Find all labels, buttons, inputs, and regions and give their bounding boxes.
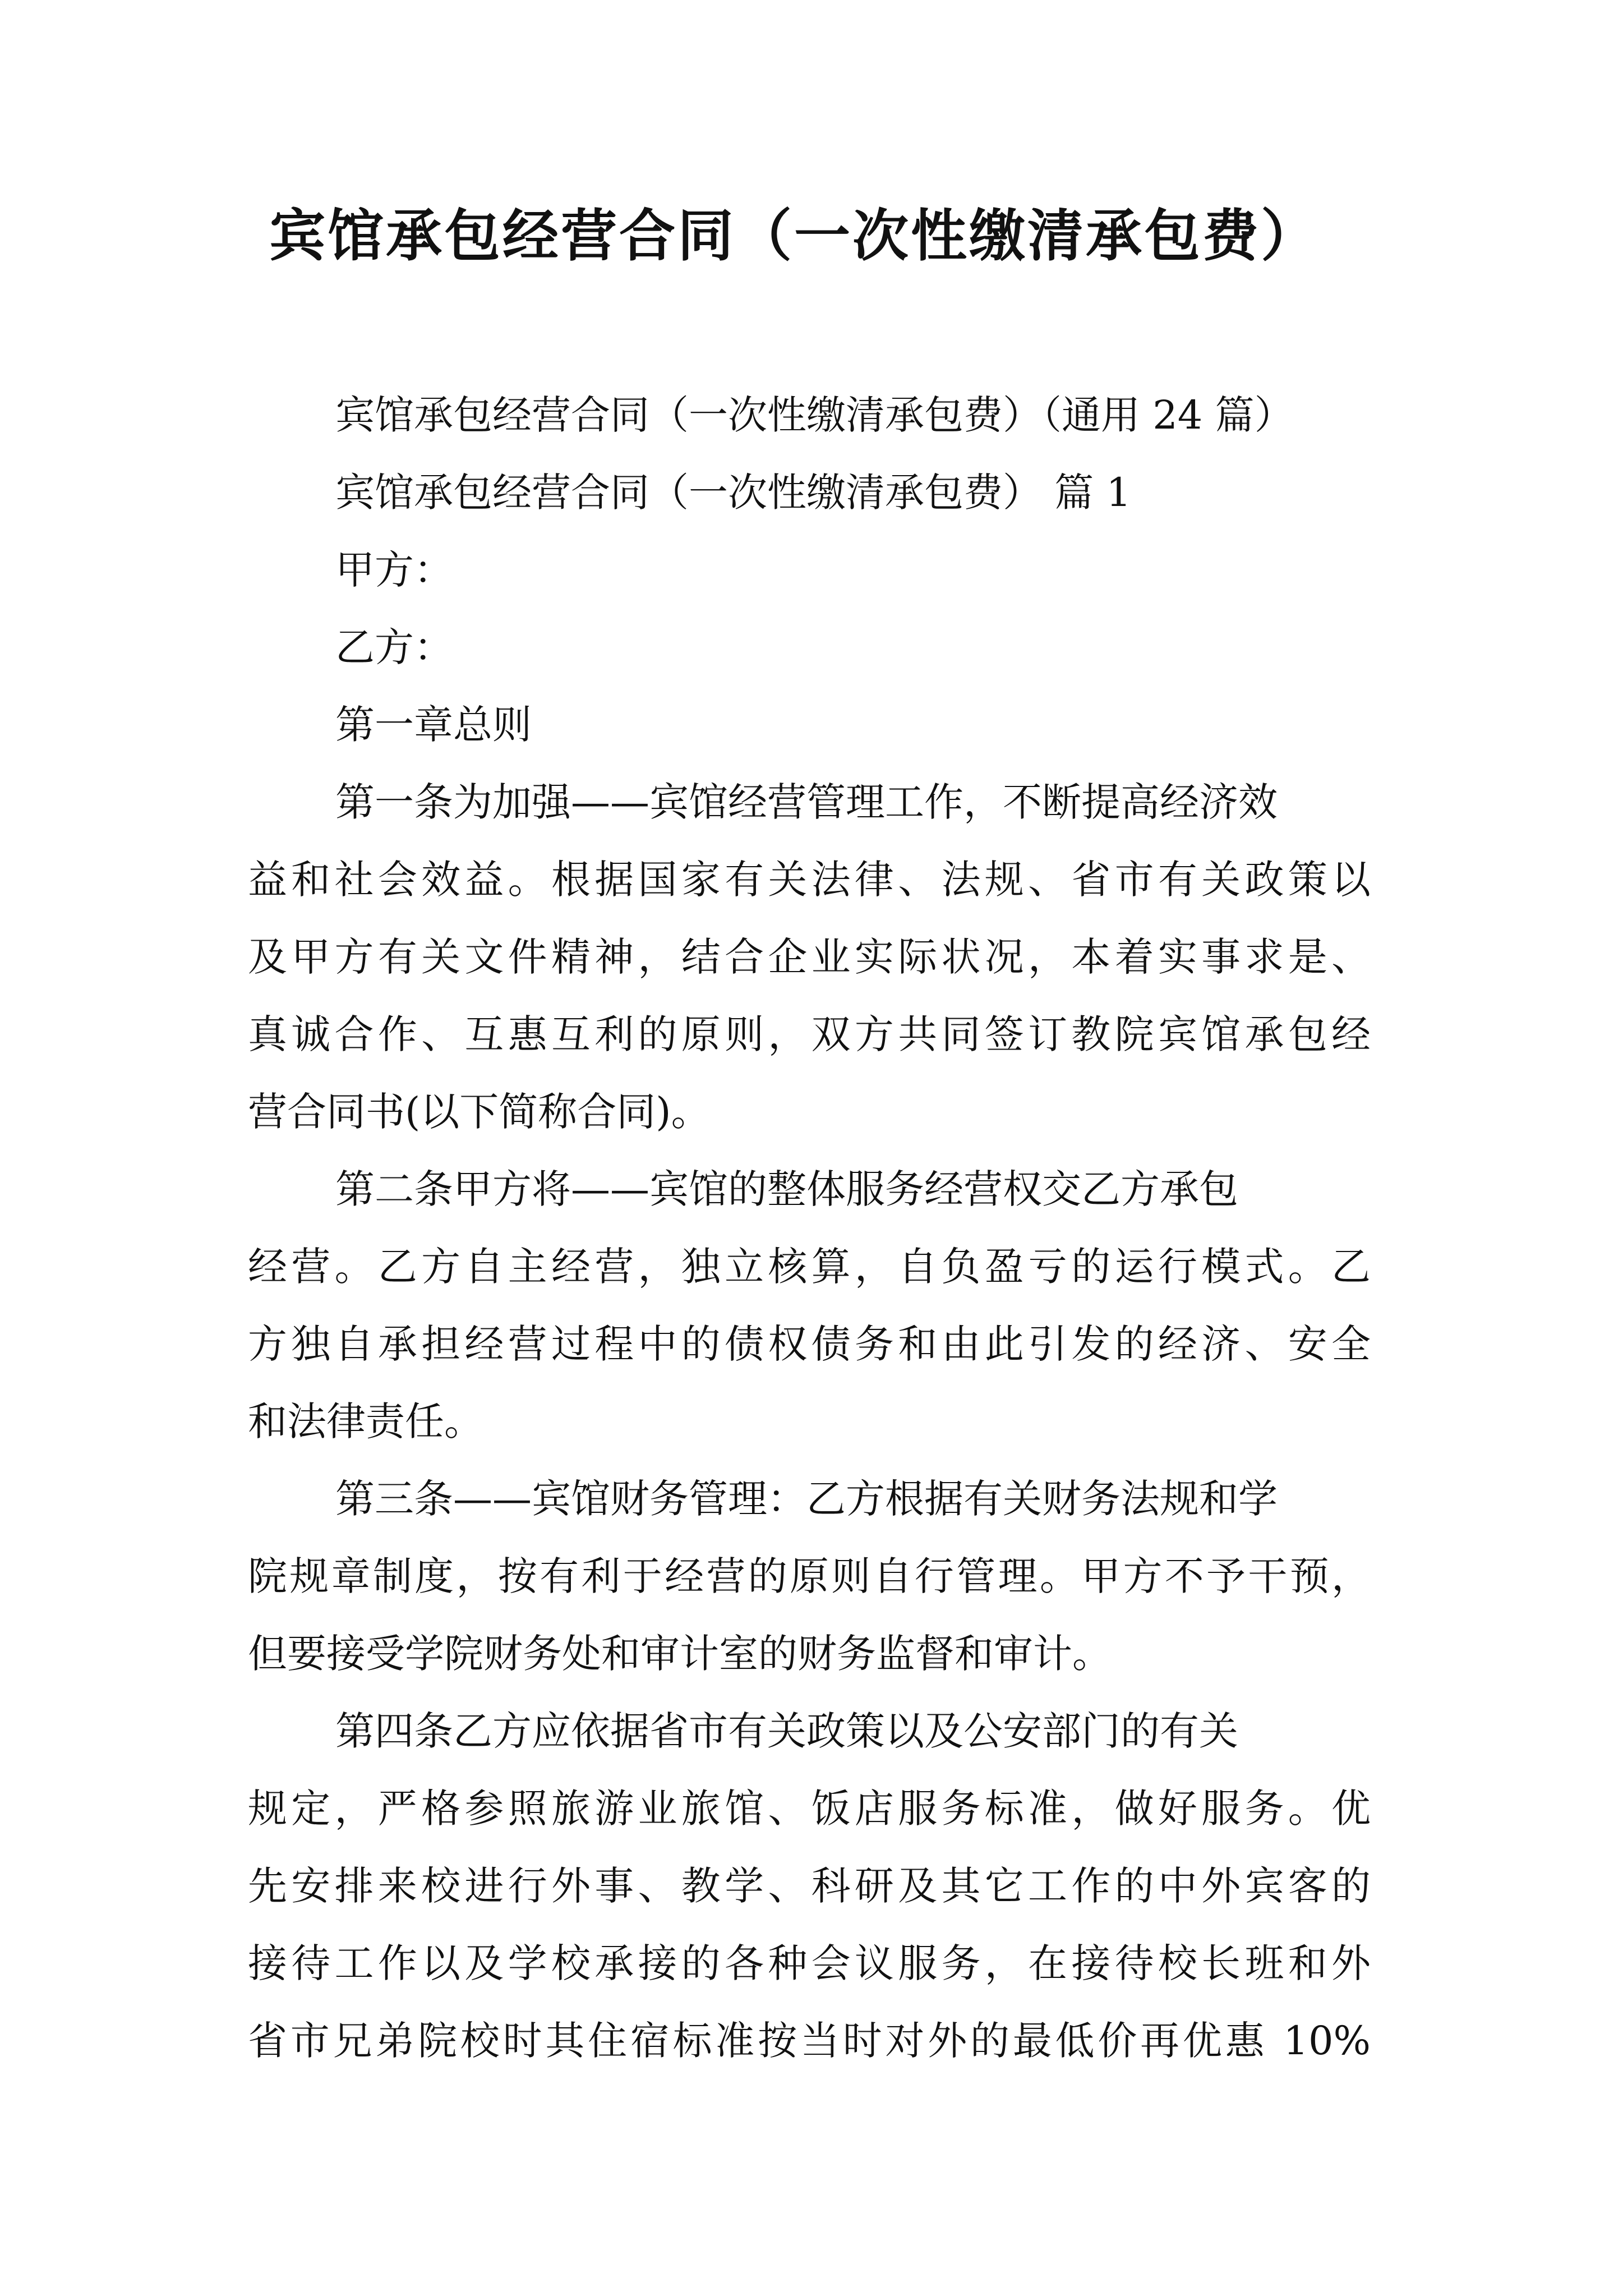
article-1-line-4: 真诚合作、互惠互利的原则，双方共同签订教院宾馆承包经 [248,1011,1371,1057]
article-4-line-5: 省市兄弟院校时其住宿标准按当时对外的最低价再优惠 10% [248,2018,1371,2064]
article-3-line-3: 但要接受学院财务处和审计室的财务监督和审计。 [248,1631,1112,1677]
article-3-line-1: 第三条——宾馆财务管理：乙方根据有关财务法规和学 [335,1476,1278,1522]
party-b-label: 乙方： [335,624,453,670]
article-2-line-4: 和法律责任。 [248,1398,483,1444]
subtitle-line: 宾馆承包经营合同（一次性缴清承包费）（通用 24 篇） [335,392,1294,438]
article-3-line-2: 院规章制度，按有利于经营的原则自行管理。甲方不予干预， [248,1553,1371,1599]
article-4-line-1: 第四条乙方应依据省市有关政策以及公安部门的有关 [335,1708,1238,1754]
section-heading: 宾馆承包经营合同（一次性缴清承包费） 篇 1 [335,470,1132,516]
article-2-line-2: 经营。乙方自主经营，独立核算，自负盈亏的运行模式。乙 [248,1244,1371,1290]
article-4-line-4: 接待工作以及学校承接的各种会议服务，在接待校长班和外 [248,1940,1371,1986]
article-4-line-3: 先安排来校进行外事、教学、科研及其它工作的中外宾客的 [248,1863,1371,1909]
article-2-line-3: 方独自承担经营过程中的债权债务和由此引发的经济、安全 [248,1321,1371,1367]
document-title: 宾馆承包经营合同（一次性缴清承包费） [269,203,1319,269]
article-4-line-2: 规定，严格参照旅游业旅馆、饭店服务标准，做好服务。优 [248,1786,1371,1832]
party-a-label: 甲方： [335,547,453,593]
chapter-heading: 第一章总则 [335,702,532,748]
article-1-line-3: 及甲方有关文件精神，结合企业实际状况，本着实事求是、 [248,934,1371,980]
article-1-line-1: 第一条为加强——宾馆经营管理工作，不断提高经济效 [335,779,1278,825]
article-1-line-5: 营合同书(以下简称合同)。 [248,1089,711,1135]
article-2-line-1: 第二条甲方将——宾馆的整体服务经营权交乙方承包 [335,1166,1238,1212]
article-1-line-2: 益和社会效益。根据国家有关法律、法规、省市有关政策以 [248,857,1371,903]
